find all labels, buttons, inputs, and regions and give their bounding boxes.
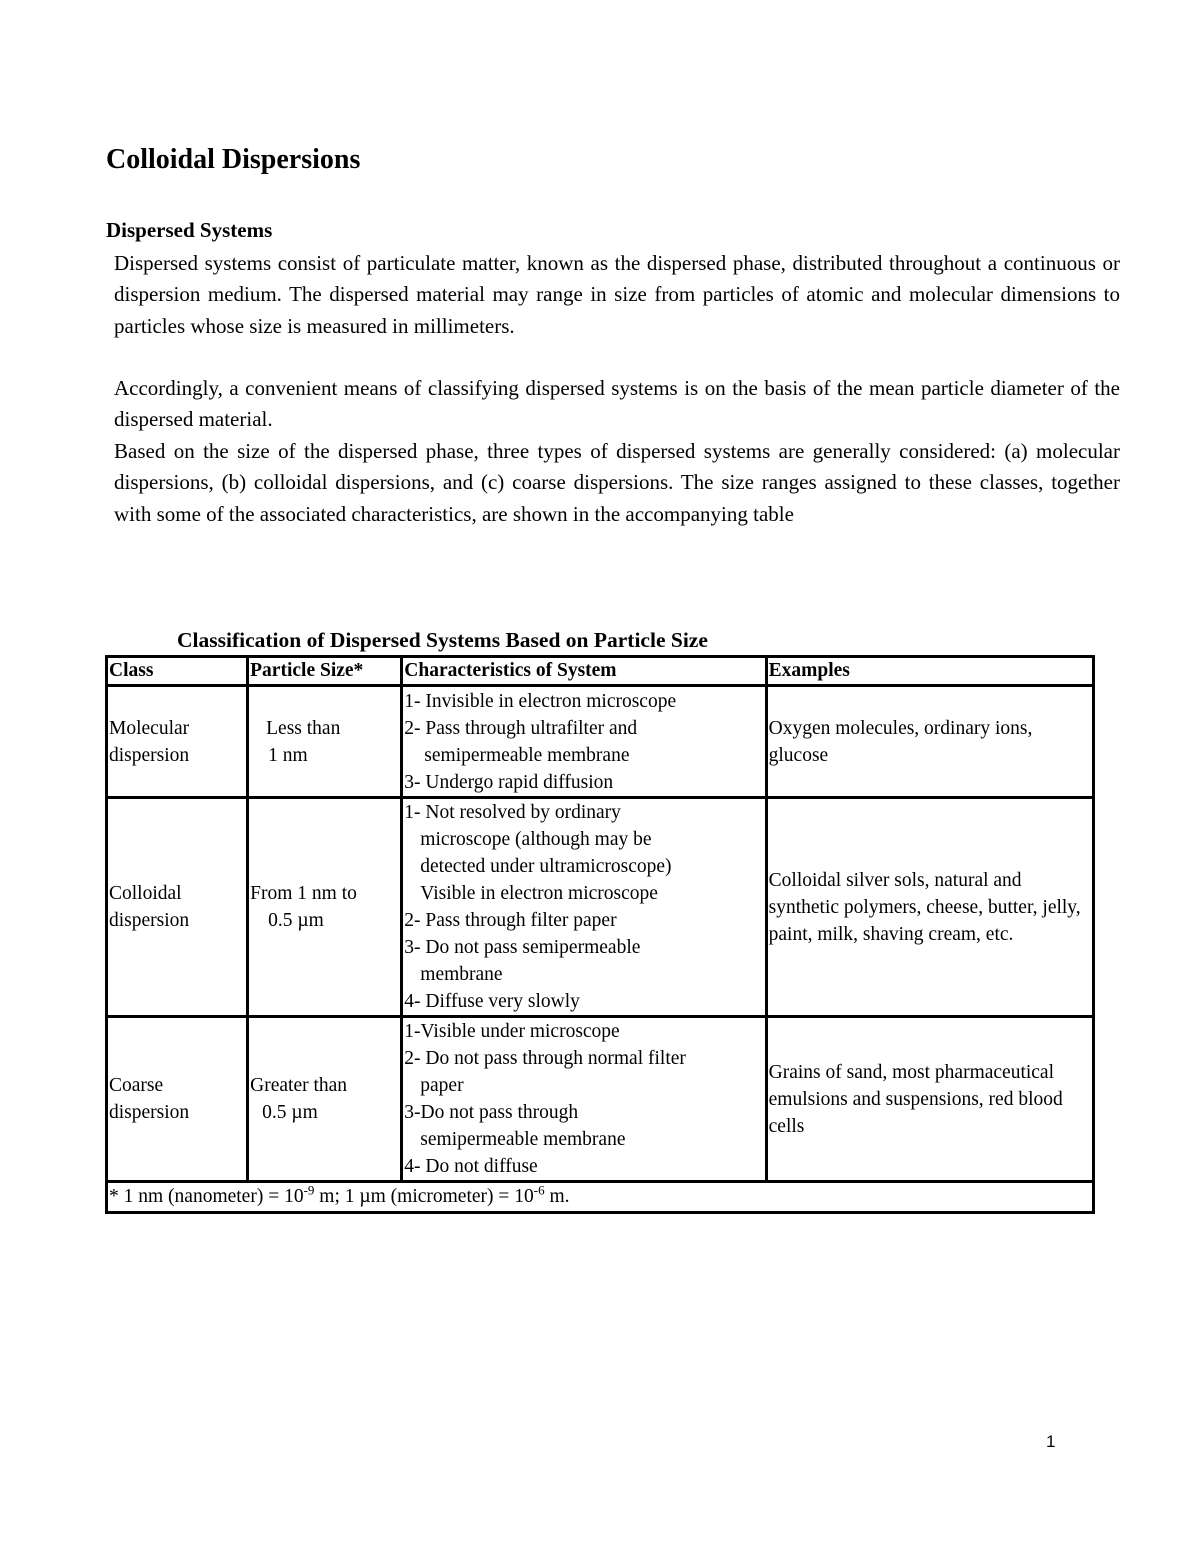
- characteristics-list: [404, 688, 764, 796]
- cell-class: Molecular dispersion: [107, 686, 248, 798]
- list-item: [404, 1126, 764, 1153]
- size-line: 0.5 µm: [268, 910, 324, 931]
- table-footnote-row: [107, 1182, 1094, 1213]
- list-item: [404, 1072, 764, 1099]
- header-particle-size: Particle Size*: [248, 657, 402, 686]
- size-line: 1 nm: [268, 744, 308, 766]
- paragraph-classification: Accordingly, a convenient means of classifying dispersed systems is on the basis of the mean particle diameter of the dispersed material.: [114, 376, 1120, 432]
- list-item-continuation: Visible in electron microscope: [420, 883, 658, 904]
- list-item: 3- Undergo rapid diffusion: [404, 771, 614, 793]
- size-line: Greater than: [250, 1075, 348, 1096]
- footnote-text: m; 1 µm (micrometer) = 10: [314, 1186, 534, 1207]
- classification-table: [105, 655, 1095, 1214]
- list-item: 2- Pass through filter paper: [404, 910, 617, 931]
- list-item: [404, 853, 764, 880]
- header-characteristics: Characteristics of System: [402, 657, 766, 686]
- list-item: [404, 826, 764, 853]
- cell-characteristics: [402, 686, 766, 798]
- table-footnote: [107, 1182, 1094, 1213]
- characteristics-list: [404, 1018, 764, 1180]
- list-item-continuation: semipermeable membrane: [420, 1129, 626, 1150]
- cell-examples: Grains of sand, most pharmaceutical emulsions and suspensions, red blood cells: [766, 1017, 1093, 1182]
- cell-examples: Oxygen molecules, ordinary ions, glucose: [766, 686, 1093, 798]
- list-item: 2- Pass through ultrafilter and: [404, 717, 638, 739]
- page-number: 1: [1046, 1432, 1056, 1451]
- list-item: [404, 742, 764, 769]
- list-item: 4- Diffuse very slowly: [404, 991, 580, 1012]
- list-item: 3- Do not pass semipermeable: [404, 937, 641, 958]
- footnote-exponent: -9: [303, 1182, 315, 1198]
- list-item: 2- Do not pass through normal filter: [404, 1048, 686, 1069]
- cell-class: Colloidal dispersion: [107, 798, 248, 1017]
- footnote-exponent: -6: [533, 1182, 545, 1198]
- cell-characteristics: [402, 798, 766, 1017]
- list-item: 1- Invisible in electron microscope: [404, 690, 677, 712]
- list-item-continuation: membrane: [420, 964, 503, 985]
- footnote-text: m.: [544, 1186, 570, 1207]
- footnote-text: * 1 nm (nanometer) = 10: [109, 1186, 304, 1207]
- table-row: [107, 798, 1094, 1017]
- list-item-continuation: semipermeable membrane: [424, 744, 630, 766]
- table-caption: Classification of Dispersed Systems Based on Particle Size: [177, 628, 708, 652]
- list-item: [404, 880, 764, 907]
- table-row: [107, 686, 1094, 798]
- list-item: [404, 961, 764, 988]
- paragraph-types: Based on the size of the dispersed phase, three types of dispersed systems are generally considered: (a) molecular dispersions, (b) colloidal dispersions, and (c) coarse dispersions. The size ranges assigned to these classes, together with some of the associated characteristics, are shown in the accompanying table: [114, 439, 1120, 526]
- cell-class: Coarse dispersion: [107, 1017, 248, 1182]
- cell-particle-size: [248, 1017, 402, 1182]
- list-item: 1-Visible under microscope: [404, 1021, 620, 1042]
- header-class: Class: [107, 657, 248, 686]
- list-item-continuation: detected under ultramicroscope): [420, 856, 672, 877]
- page-title: Colloidal Dispersions: [106, 144, 361, 175]
- cell-particle-size: [248, 798, 402, 1017]
- cell-particle-size: [248, 686, 402, 798]
- list-item-continuation: paper: [420, 1075, 464, 1096]
- paragraph-intro: Dispersed systems consist of particulate matter, known as the dispersed phase, distributed throughout a continuous or dispersion medium. The dispersed material may range in size from particles of atomic and molecular dimensions to particles whose size is measured in millimeters.: [114, 251, 1120, 338]
- size-line: From 1 nm to: [250, 883, 357, 904]
- list-item: 3-Do not pass through: [404, 1102, 579, 1123]
- cell-examples: Colloidal silver sols, natural and synthetic polymers, cheese, butter, jelly, paint, milk, shaving cream, etc.: [766, 798, 1093, 1017]
- list-item: 4- Do not diffuse: [404, 1156, 538, 1177]
- size-line: Less than: [266, 717, 341, 739]
- list-item-continuation: microscope (although may be: [420, 829, 652, 850]
- list-item: 1- Not resolved by ordinary: [404, 802, 621, 823]
- size-line: 0.5 µm: [262, 1102, 318, 1123]
- cell-characteristics: [402, 1017, 766, 1182]
- table-header-row: [107, 657, 1094, 686]
- characteristics-list: [404, 799, 764, 1015]
- table-row: [107, 1017, 1094, 1182]
- header-examples: Examples: [766, 657, 1093, 686]
- section-heading: Dispersed Systems: [106, 218, 273, 242]
